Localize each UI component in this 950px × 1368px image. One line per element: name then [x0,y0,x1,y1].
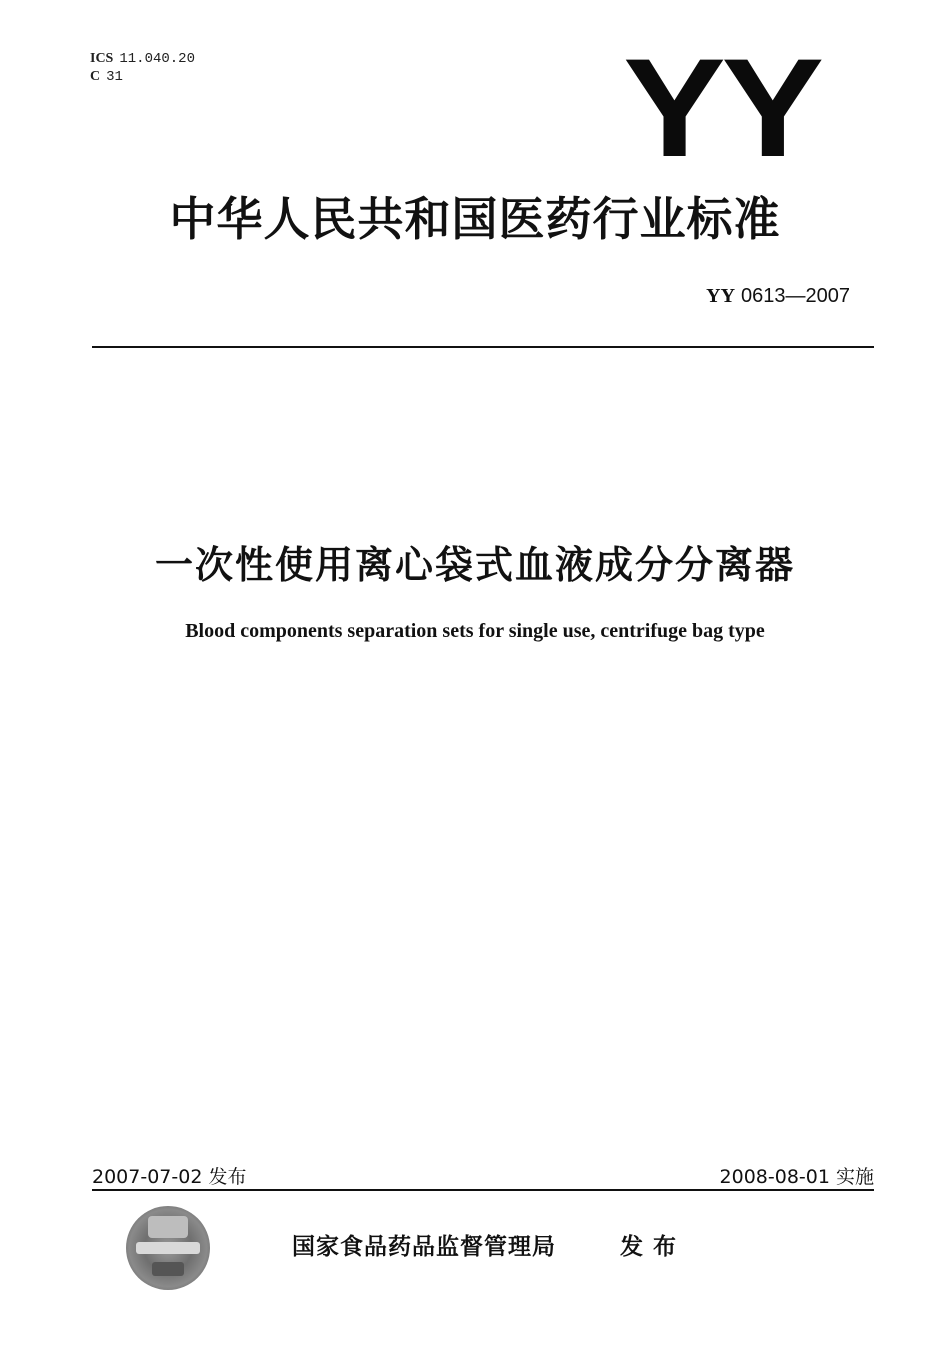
issue-label: 发布 [620,1234,686,1260]
standard-prefix: YY [706,285,736,307]
ccs-line [90,68,195,86]
ccs-label: C [90,69,101,84]
bottom-divider [92,1189,874,1191]
standard-logo: YY [623,29,820,186]
ics-line [90,50,195,68]
publish-date: 2007-07-02 发布 [92,1166,247,1188]
document-title-en: Blood components separation sets for single use, centrifuge bag type [185,620,765,642]
document-title-cn: 一次性使用离心袋式血液成分分离器 [154,543,795,587]
implementation-date: 2008-08-01 实施 [719,1166,874,1188]
standard-code: 0613—2007 [741,285,850,307]
authority-title: 中华人民共和国医药行业标准 [169,192,781,246]
issuing-authority: 国家食品药品监督管理局 [292,1234,556,1260]
ics-label: ICS [90,51,114,66]
standard-number [706,283,850,308]
ics-code: 11.040.20 [119,51,195,67]
top-divider [92,346,874,348]
official-seal-icon [126,1206,210,1290]
classification-codes [90,50,195,86]
ccs-code: 31 [106,69,123,85]
